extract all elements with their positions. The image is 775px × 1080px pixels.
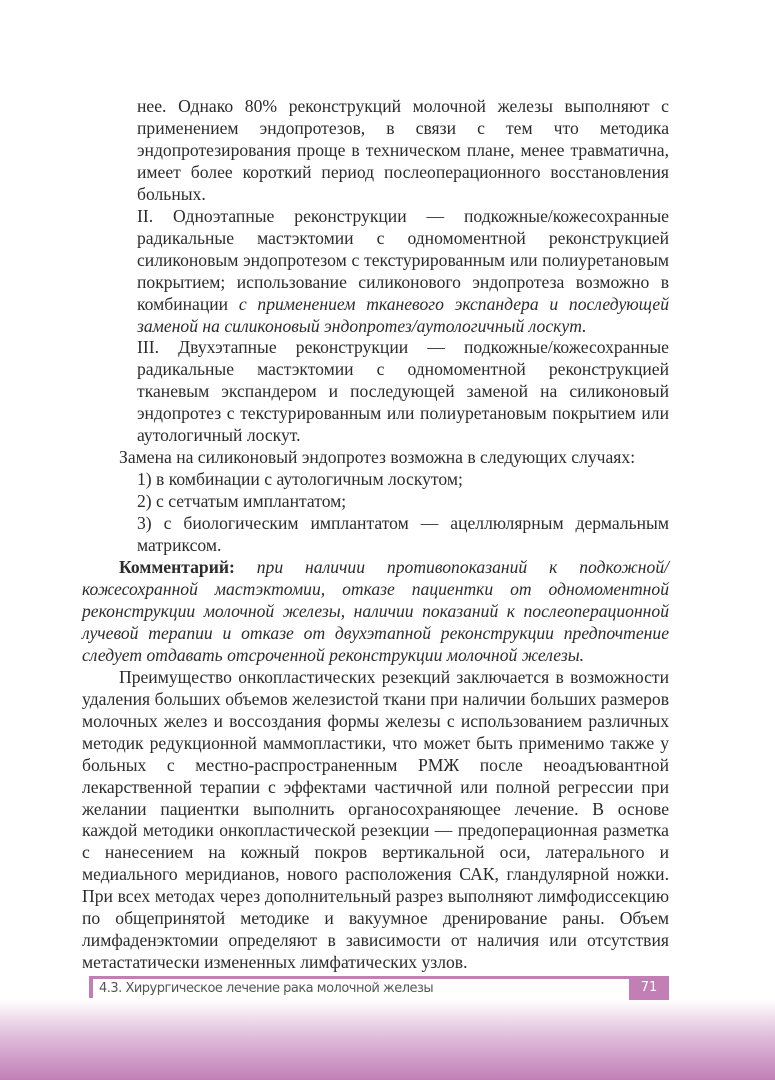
page-body bbox=[82, 96, 669, 974]
paragraph-two-stage-reconstruction: III. Двухэтапные реконструкции — подкожные/кожесохранные радикальные мастэктомии с одномоментной реконструкцией тканевым экспандером и последующей заменой на силиконовый эндопротез с текстурированным или полиуретановым покрытием или аутологичный лоскут. bbox=[137, 337, 669, 446]
paragraph-replacement-cases: Замена на силиконовый эндопротез возможна в следующих случаях: bbox=[119, 447, 636, 468]
comment-paragraph bbox=[82, 557, 669, 667]
decorative-gradient-band bbox=[0, 1000, 775, 1080]
paragraph-one-stage-reconstruction bbox=[82, 206, 669, 338]
paragraph-text: II. Одноэтапные реконструкции — подкожные/кожесохранные радикальные мастэктомии с одномоментной реконструкцией силиконовым эндопротезом с текстурированным или полиуретановым покрытием; использование силиконового эндопротеза возможно в комбинации bbox=[137, 205, 669, 314]
page-number: 71 bbox=[629, 976, 669, 1000]
paragraph-italic-text: с применением тканевого экспандера и последующей заменой на силиконовый эндопротез/аутологичный лоскут. bbox=[137, 293, 669, 336]
list-item: 3) с биологическим имплантатом — ацеллюлярным дермальным матриксом. bbox=[137, 513, 669, 556]
comment-text: при наличии противопоказаний к подкожной/кожесохранной мастэктомии, отказе пациентки от одномоментной реконструкции молочной железы, наличии показаний к послеоперационной лучевой терапии и отказе от двухэтапной реконструкции предпочтение следует отдавать отсроченной реконструкции молочной железы. bbox=[82, 557, 669, 665]
list-item: 1) в комбинации с аутологичным лоскутом; bbox=[137, 469, 463, 490]
paragraph-continuation: нее. Однако 80% реконструкций молочной железы выполняют с применением эндопротезов, в связи с тем что методика эндопротезирования проще в техническом плане, менее травматична, имеет более короткий период послеоперационного восстановления больных. bbox=[137, 96, 669, 204]
list-item: 2) с сетчатым имплантатом; bbox=[137, 491, 347, 512]
paragraph-oncoplastic-resections: Преимущество онкопластических резекций заключается в возможности удаления больших объемов железистой ткани при наличии больших размеров молочных желез и воссоздания формы железы с использованием различных методик редукционной маммопластики, что может быть применимо также у больных с местно-распространенным РМЖ после неоадъювантной лекарственной терапии с эффектами частичной или полной регрессии при желании пациентки выполнить органосохраняющее лечение. В основе каждой методики онкопластической резекции — предоперационная разметка с нанесением на кожный покров вертикальной оси, латерального и медиального меридианов, нового расположения САК, гландулярной ножки. При всех методах через дополнительный разрез выполняют лимфодиссекцию по общепринятой методике и вакуумное дренирование раны. Объем лимфаденэктомии определяют в зависимости от наличия или отсутствия метастатически измененных лимфатических узлов. bbox=[82, 666, 669, 973]
running-footer bbox=[89, 976, 669, 998]
section-title: 4.3. Хирургическое лечение рака молочной железы bbox=[99, 981, 434, 996]
comment-label: Комментарий: bbox=[119, 557, 235, 578]
